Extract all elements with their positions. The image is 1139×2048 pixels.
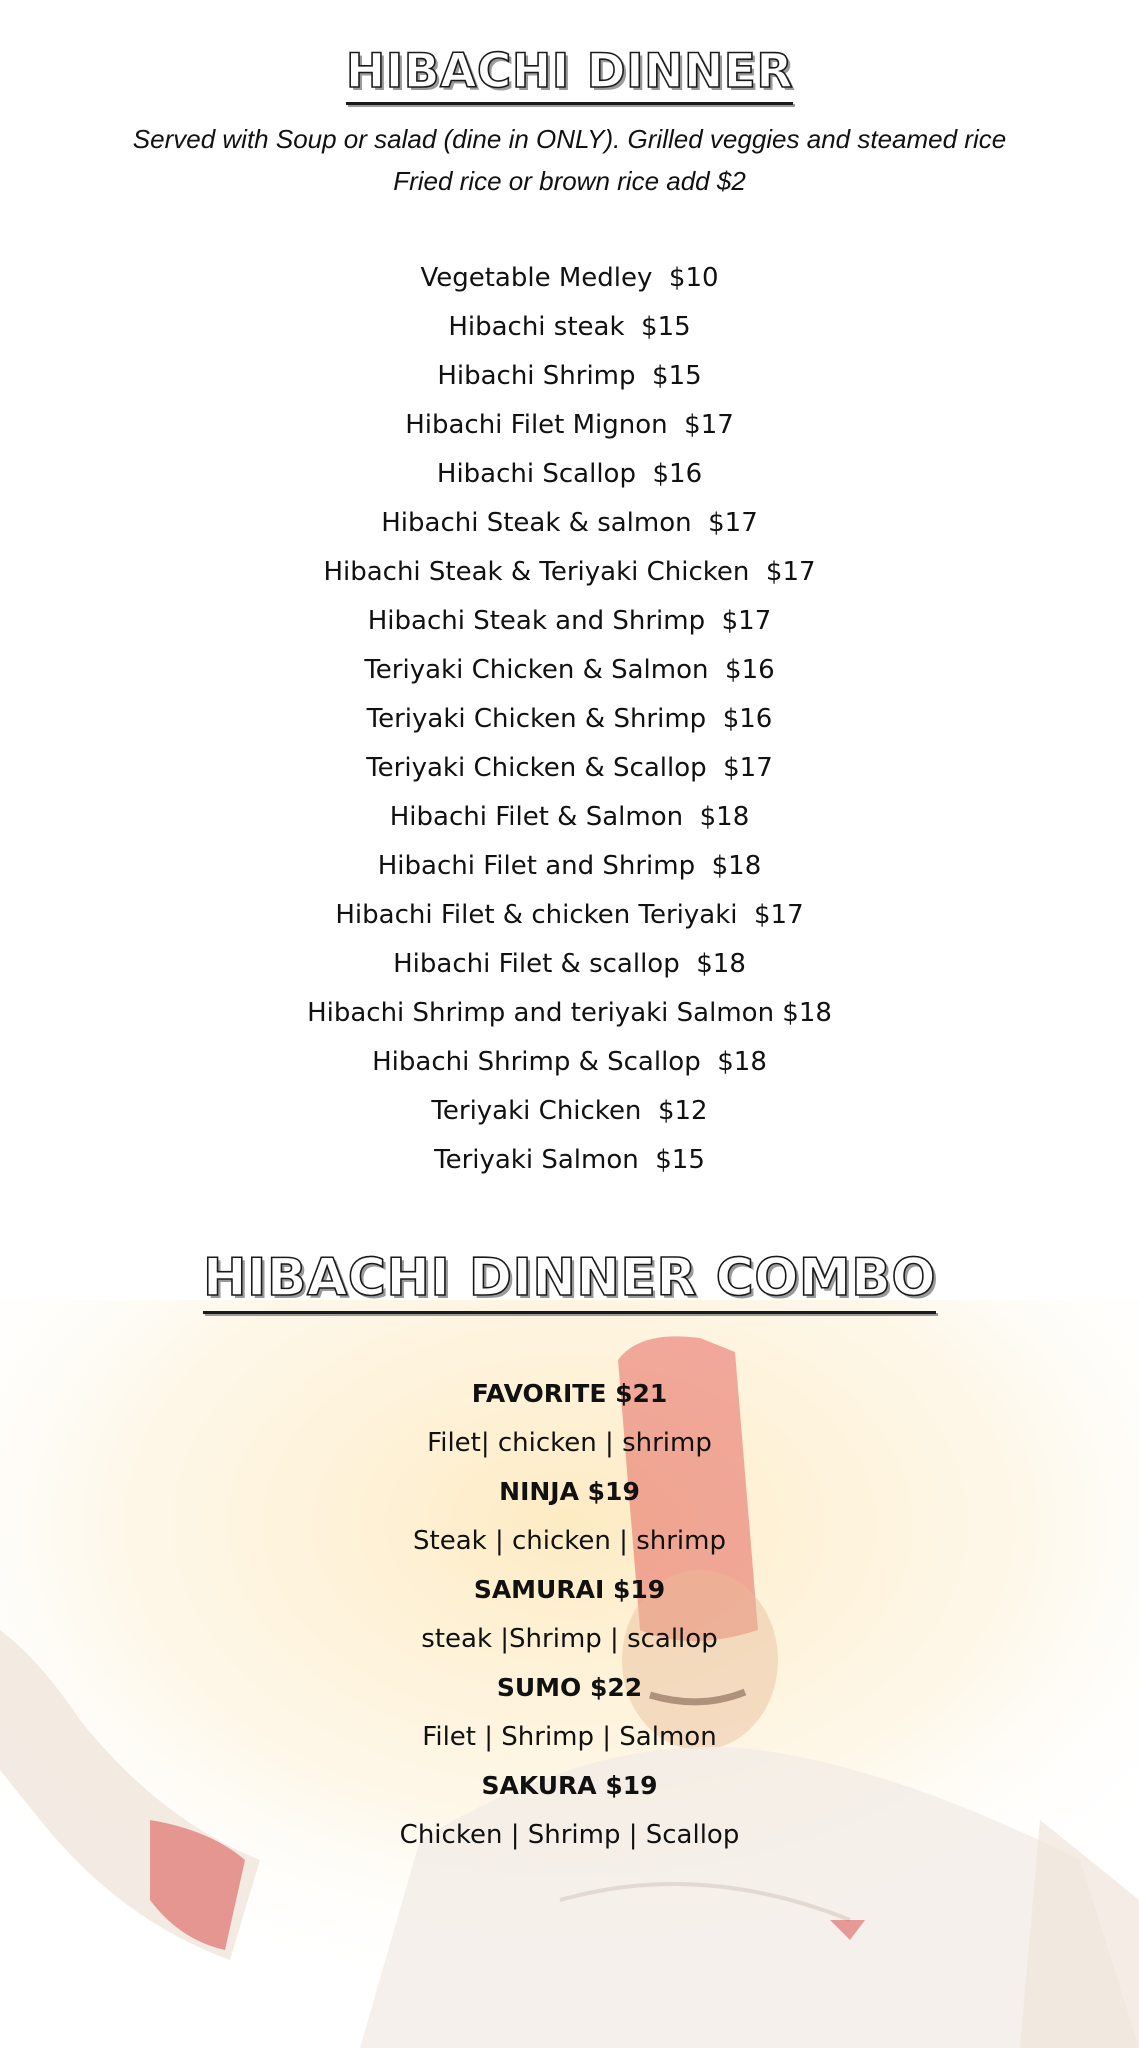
menu-item: Hibachi Shrimp $15 <box>437 361 702 391</box>
menu-item: Teriyaki Salmon $15 <box>434 1145 705 1175</box>
menu-item: Hibachi Filet & Salmon $18 <box>389 802 750 832</box>
menu-item: Vegetable Medley $10 <box>420 263 719 293</box>
hibachi-combo-title: HIBACHI DINNER COMBO <box>202 1248 937 1308</box>
sides-note: Served with Soup or salad (dine in ONLY). Grilled veggies and steamed rice <box>132 124 1007 154</box>
combo-samurai <box>0 1570 1139 1668</box>
menu-item: Hibachi Steak & Teriyaki Chicken $17 <box>323 557 816 587</box>
menu-item: Hibachi steak $15 <box>448 312 691 342</box>
menu-item: Hibachi Steak & salmon $17 <box>381 508 758 538</box>
combo-description: Steak | chicken | shrimp <box>413 1526 726 1556</box>
combo-name: SAKURA $19 <box>481 1771 658 1800</box>
combo-name: NINJA $19 <box>499 1477 640 1506</box>
menu-item: Teriyaki Chicken & Shrimp $16 <box>366 704 773 734</box>
combo-favorite <box>0 1374 1139 1472</box>
menu-item: Hibachi Filet and Shrimp $18 <box>377 851 762 881</box>
combo-name: FAVORITE $21 <box>471 1379 668 1408</box>
hibachi-combo-heading-wrap <box>0 1248 1139 1308</box>
menu-item: Hibachi Filet & chicken Teriyaki $17 <box>335 900 804 930</box>
combo-description: Filet| chicken | shrimp <box>427 1428 712 1458</box>
menu-item: Hibachi Filet & scallop $18 <box>393 949 746 979</box>
menu-item: Hibachi Steak and Shrimp $17 <box>367 606 772 636</box>
combo-sumo <box>0 1668 1139 1766</box>
combo-description: Filet | Shrimp | Salmon <box>422 1722 717 1752</box>
combo-list <box>0 1374 1139 1864</box>
menu-item: Hibachi Shrimp & Scallop $18 <box>372 1047 767 1077</box>
menu-item: Hibachi Shrimp and teriyaki Salmon $18 <box>307 998 832 1028</box>
combo-name: SAMURAI $19 <box>473 1575 666 1604</box>
combo-name: SUMO $22 <box>496 1673 643 1702</box>
combo-ninja <box>0 1472 1139 1570</box>
menu-item: Teriyaki Chicken $12 <box>431 1096 708 1126</box>
hibachi-dinner-list <box>0 258 1139 1189</box>
menu-item: Teriyaki Chicken & Salmon $16 <box>364 655 775 685</box>
menu-item: Teriyaki Chicken & Scallop $17 <box>366 753 773 783</box>
combo-sakura <box>0 1766 1139 1864</box>
combo-description: steak |Shrimp | scallop <box>421 1624 718 1654</box>
hibachi-dinner-title: HIBACHI DINNER <box>345 44 794 99</box>
hibachi-dinner-heading-wrap <box>0 44 1139 99</box>
rice-upgrade-note: Fried rice or brown rice add $2 <box>393 166 746 196</box>
menu-item: Hibachi Filet Mignon $17 <box>405 410 734 440</box>
menu-item: Hibachi Scallop $16 <box>436 459 703 489</box>
combo-description: Chicken | Shrimp | Scallop <box>399 1820 740 1850</box>
